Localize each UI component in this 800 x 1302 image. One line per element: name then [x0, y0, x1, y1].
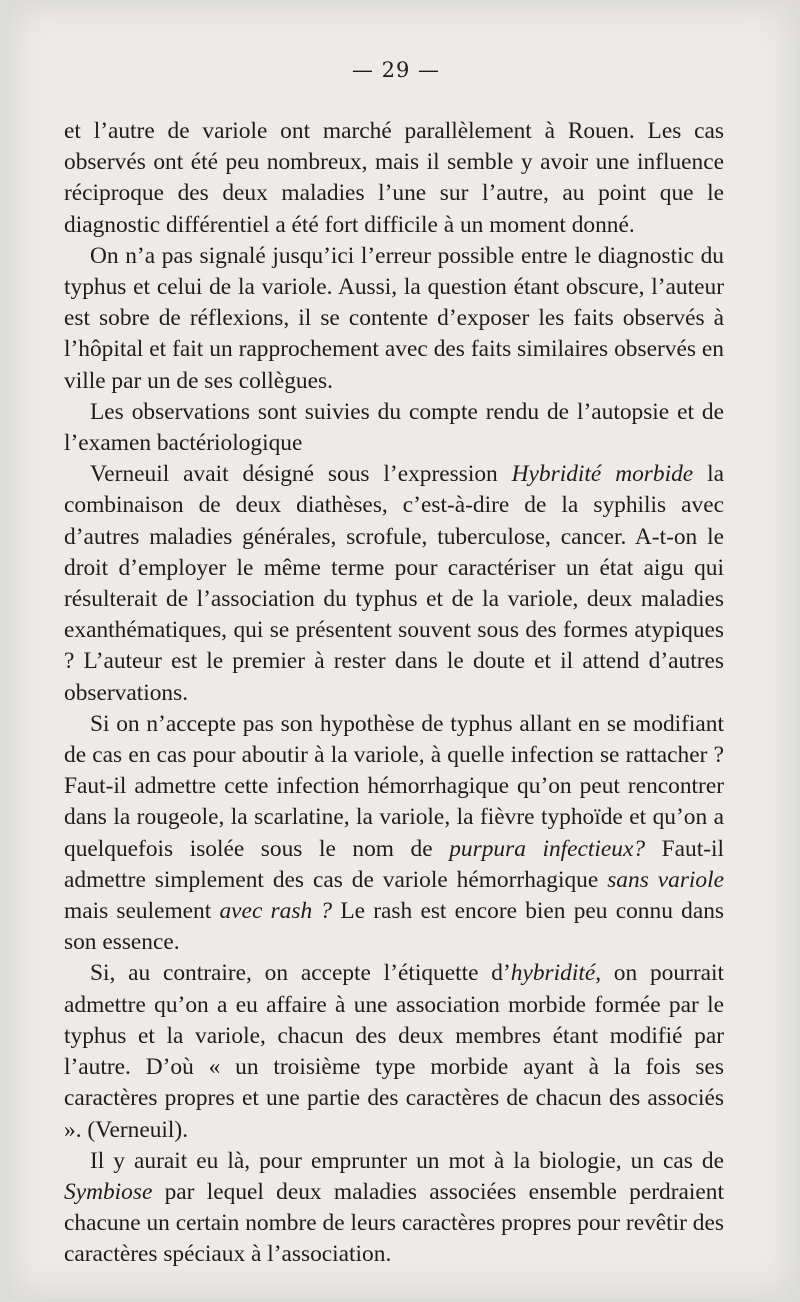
paragraph-6 [64, 958, 724, 1145]
italic-term: purpura infectieux? [449, 835, 646, 862]
italic-term: Symbiose [64, 1178, 153, 1205]
paragraph-text: Le rash est encore bien peu connu dans son essence. [64, 898, 725, 956]
paragraph-3 [64, 397, 724, 459]
paragraph-text: la combinaison de deux diathèses, c’est-à-dire de la syphilis avec d’autres maladies générales, scrofule, tuberculose, cancer. A-t-on le droit d’employer le même terme pour caractériser un état aigu qui résulterait de l’association du typhus et de la variole, deux maladies exanthématiques, qui se présentent souvent sous des formes atypiques ? L’auteur est le premier à rester dans le doute et il attend d’autres observations. [64, 461, 724, 706]
body-text [64, 116, 724, 1271]
paragraph-7 [64, 1146, 724, 1271]
italic-term: avec rash ? [219, 898, 333, 925]
paragraph-text: Les observations sont suivies du compte rendu de l’autopsie et de l’examen bactériologique [64, 398, 724, 457]
italic-term: Hybridité morbide [511, 461, 694, 488]
paragraph-text: Verneuil avait désigné sous l’expression [90, 461, 512, 488]
paragraph-5 [64, 709, 724, 959]
page-number: — 29 — [351, 58, 441, 82]
italic-term: hybridité [510, 960, 596, 987]
paragraph-2 [64, 241, 724, 397]
paragraph-1 [64, 116, 724, 241]
paragraph-text: On n’a pas signalé jusqu’ici l’erreur possible entre le diagnostic du typhus et celui de la variole. Aussi, la question étant obscure, l’auteur est sobre de réflexions, il se contente d’exposer les faits observés à l’hôpital et fait un rapprochement avec des faits similaires observés en ville par un de ses collègues. [64, 242, 724, 394]
paragraph-4 [64, 459, 724, 709]
paragraph-text: et l’autre de variole ont marché parallèlement à Rouen. Les cas observés ont été peu nombreux, mais il semble y avoir une influence réciproque des deux maladies l’une sur l’autre, au point que le diagnostic différentiel a été fort difficile à un moment donné. [64, 118, 724, 238]
book-page [8, 2, 796, 1298]
paragraph-text: Faut-il admettre simplement des cas de variole hémorrhagique [64, 835, 724, 893]
paragraph-text: Il y aurait eu là, pour emprunter un mot à la biologie, un cas de [90, 1147, 724, 1174]
italic-term: sans variole [607, 866, 724, 893]
paragraph-text: Si, au contraire, on accepte l’étiquette d’ [90, 960, 511, 987]
paragraph-text: Si on n’accepte pas son hypothèse de typhus allant en se modifiant de cas en cas pour aboutir à la variole, à quelle infection se rattacher ? Faut-il admettre cette infection hémorrhagique qu’on peut rencontrer dans la rougeole, la scarlatine, la variole, la fièvre typhoïde et qu’on a quelquefois isolée sous le nom de [64, 710, 724, 862]
paragraph-text: par lequel deux maladies associées ensemble perdraient chacune un certain nombre de leurs caractères propres pour revêtir des caractères spéciaux à l’association. [64, 1178, 724, 1268]
paragraph-text: mais seulement [64, 898, 220, 925]
paragraph-text: , on pourrait admettre qu’on a eu affaire à une association morbide formée par le typhus et la variole, chacun des deux membres étant modifié par l’autre. D’où « un troisième type morbide ayant à la fois ses caractères propres et une partie des caractères de chacun des associés ». (Verneuil). [64, 960, 725, 1143]
